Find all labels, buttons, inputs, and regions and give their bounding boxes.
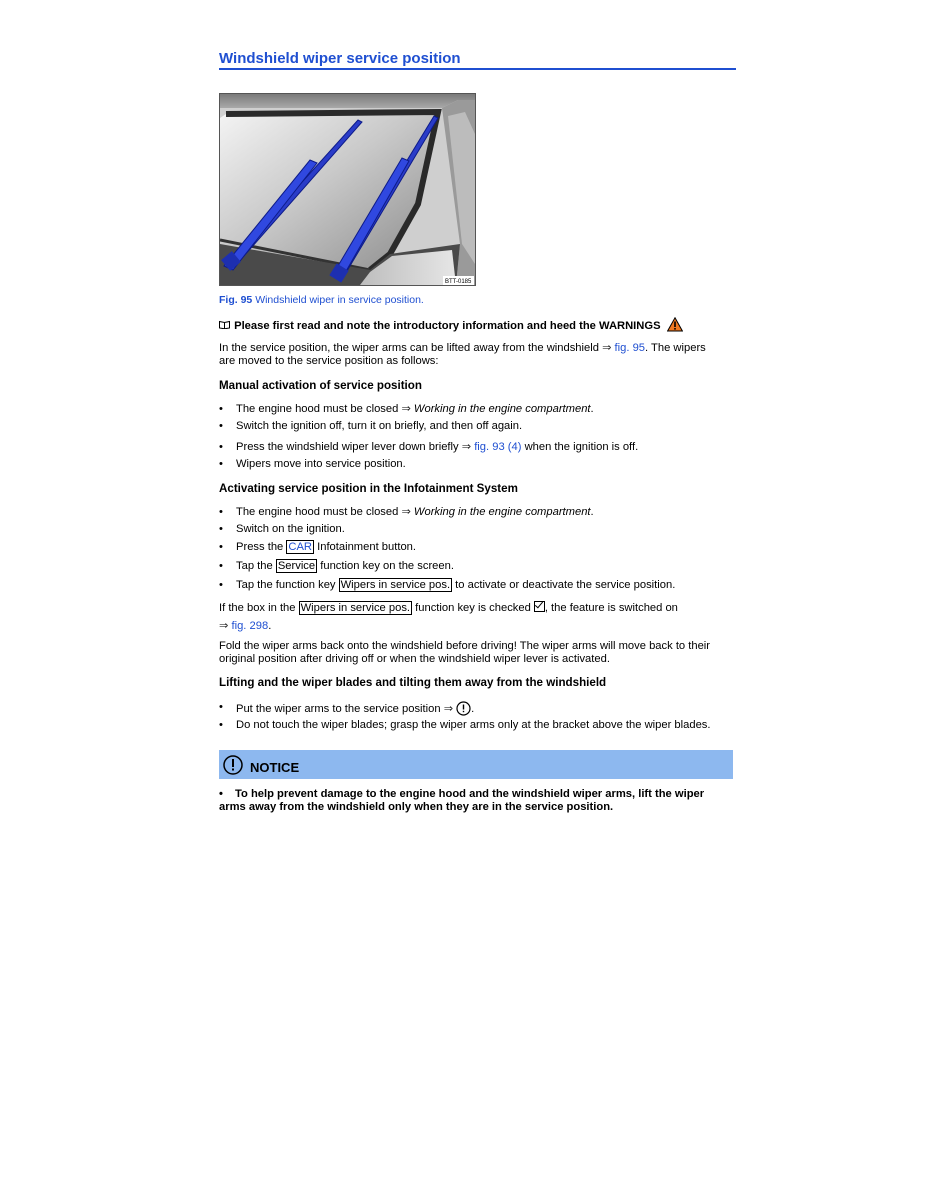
list-item: • Tap the Service function key on the screen. [219, 560, 734, 573]
list-item: • Press the CAR Infotainment button. [219, 541, 734, 554]
notice-circle-icon[interactable] [456, 701, 471, 720]
service-function-key[interactable]: Service [277, 560, 316, 572]
figure-caption-text: Windshield wiper in service position. [255, 294, 424, 306]
list-item: • Switch on the ignition. [219, 523, 734, 536]
list-item: • Switch the ignition off, turn it on briefly, and then off again. [219, 420, 734, 433]
engine-compartment-link[interactable]: Working in the engine compartment [413, 403, 591, 415]
fig-93-link[interactable]: fig. 93 (4) [474, 441, 522, 453]
engine-compartment-link[interactable]: Working in the engine compartment [413, 506, 591, 518]
heading-manual-activation: Manual activation of service position [219, 379, 422, 392]
list-item: • Tap the function key Wipers in service pos. to activate or deactivate the service position. [219, 579, 734, 592]
list-item: • Press the windshield wiper lever down briefly ⇒ fig. 93 (4) when the ignition is off. [219, 441, 734, 454]
heading-lifting-blades: Lifting and the wiper blades and tilting them away from the windshield [219, 676, 607, 689]
paragraph-checkbox: If the box in the Wipers in service pos. function key is checked , the feature is switched on [219, 602, 678, 614]
wiper-figure [219, 93, 476, 286]
list-item: • Do not touch the wiper blades; grasp the wiper arms only at the bracket above the wiper blades. [219, 719, 734, 732]
list-item: • Wipers move into service position. [219, 458, 734, 471]
paragraph-service-position: In the service position, the wiper arms can be lifted away from the windshield ⇒ fig. 95. The wipers are moved to the service position as follows: [219, 342, 706, 367]
wipers-service-pos-key[interactable]: Wipers in service pos. [340, 579, 451, 591]
warning-triangle-icon [667, 317, 683, 336]
fig-298-link[interactable]: fig. 298 [231, 620, 269, 632]
wipers-service-pos-key[interactable]: Wipers in service pos. [300, 602, 411, 614]
page-title: Windshield wiper service position [219, 52, 736, 70]
checkbox-checked-icon [534, 601, 545, 612]
list-item: • The engine hood must be closed ⇒ Working in the engine compartment. [219, 506, 734, 519]
notice-text: • To help prevent damage to the engine hood and the windshield wiper arms, lift the wiper arms away from the windshield only when they are in the service position. [219, 788, 705, 813]
figure-code: BTT-0185 [445, 279, 472, 285]
notice-label: NOTICE [250, 760, 300, 775]
heading-infotainment-activation: Activating service position in the Infotainment System [219, 482, 518, 495]
figure-number: Fig. 95 [219, 294, 253, 306]
fig-95-link[interactable]: fig. 95 [614, 342, 646, 354]
paragraph-fold-back: Fold the wiper arms back onto the windshield before driving! The wiper arms will move back to their original position after driving off or when the windshield wiper lever is activated. [219, 640, 711, 665]
figure-caption [219, 294, 424, 307]
list-item: • The engine hood must be closed ⇒ Working in the engine compartment. [219, 403, 734, 416]
intro-text: Please first read and note the introductory information and heed the WARNINGS [234, 320, 661, 332]
book-icon [219, 320, 231, 333]
paragraph-checkbox-ref: ⇒ fig. 298. [219, 620, 272, 632]
notice-icon [222, 754, 244, 780]
car-button[interactable]: CAR [288, 541, 312, 553]
notice-header [219, 750, 733, 779]
intro-note [219, 317, 734, 336]
list-item: • Put the wiper arms to the service position ⇒ . [219, 701, 734, 720]
